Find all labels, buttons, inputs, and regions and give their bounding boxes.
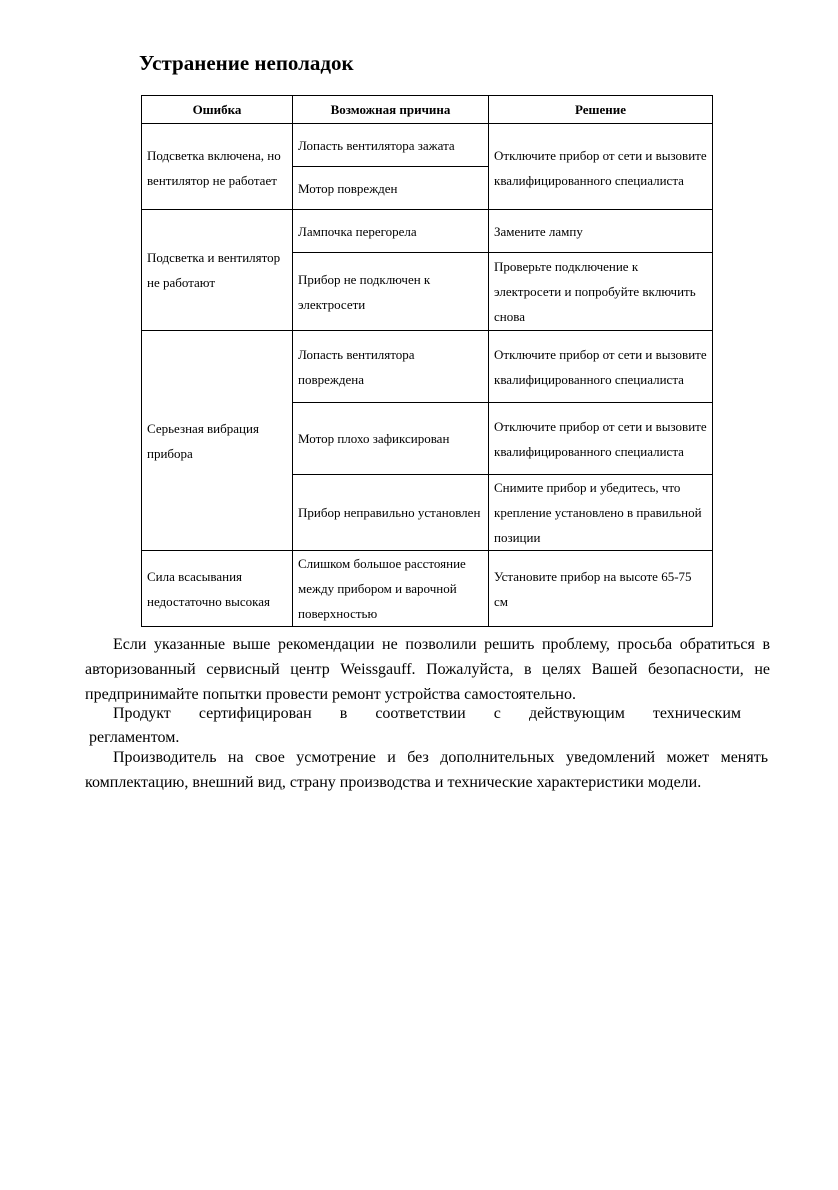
manufacturer-paragraph: Производитель на свое усмотрение и без дополнительных уведомлений может менять комплектацию, внешний вид, страну производства и технические характеристики модели.	[85, 749, 768, 791]
certified-paragraph-line1: Продукт сертифицирован в соответствии с действующим техническим	[113, 705, 741, 722]
certified-paragraph-line2: регламентом.	[89, 729, 180, 746]
header-cause: Возможная причина	[293, 96, 489, 124]
solution-cell: Замените лампу	[489, 210, 713, 253]
header-error: Ошибка	[142, 96, 293, 124]
solution-cell: Установите прибор на высоте 65-75 см	[489, 551, 713, 627]
header-solution: Решение	[489, 96, 713, 124]
cause-cell: Лопасть вентилятора зажата	[293, 124, 489, 167]
cause-cell: Мотор поврежден	[293, 167, 489, 210]
page-title: Устранение неполадок	[139, 51, 354, 75]
cause-cell: Мотор плохо зафиксирован	[293, 403, 489, 475]
error-cell: Сила всасывания недостаточно высокая	[142, 551, 293, 627]
cause-cell: Лопасть вентилятора повреждена	[293, 331, 489, 403]
table-row	[142, 551, 713, 627]
cause-cell: Прибор не подключен к электросети	[293, 253, 489, 331]
error-cell: Подсветка и вентилятор не работают	[142, 210, 293, 331]
solution-cell: Отключите прибор от сети и вызовите квалифицированного специалиста	[489, 403, 713, 475]
table-header-row	[142, 96, 713, 124]
solution-cell: Снимите прибор и убедитесь, что крепление установлено в правильной позиции	[489, 475, 713, 551]
table-row	[142, 331, 713, 403]
cause-cell: Слишком большое расстояние между прибором и варочной поверхностью	[293, 551, 489, 627]
service-paragraph: Если указанные выше рекомендации не позволили решить проблему, просьба обратиться в авторизованный сервисный центр Weissgauff. Пожалуйста, в целях Вашей безопасности, не предпринимайте попытки провести ремонт устройства самостоятельно.	[85, 636, 770, 703]
troubleshooting-table	[141, 95, 713, 627]
cause-cell: Прибор неправильно установлен	[293, 475, 489, 551]
table-row	[142, 124, 713, 167]
solution-cell: Отключите прибор от сети и вызовите квалифицированного специалиста	[489, 331, 713, 403]
solution-cell: Проверьте подключение к электросети и попробуйте включить снова	[489, 253, 713, 331]
table-row	[142, 210, 713, 253]
error-cell: Подсветка включена, но вентилятор не работает	[142, 124, 293, 210]
error-cell: Серьезная вибрация прибора	[142, 331, 293, 551]
cause-cell: Лампочка перегорела	[293, 210, 489, 253]
solution-cell: Отключите прибор от сети и вызовите квалифицированного специалиста	[489, 124, 713, 210]
